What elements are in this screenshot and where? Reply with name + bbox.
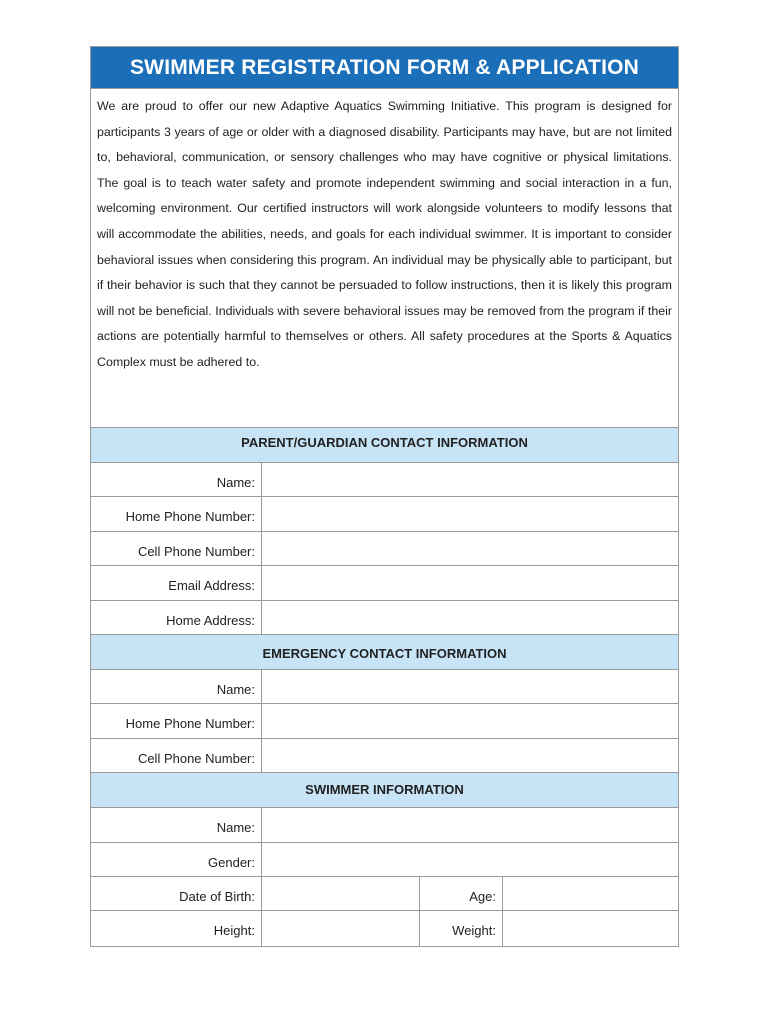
emergency-name-label: Name: bbox=[91, 670, 262, 703]
swimmer-name-field[interactable] bbox=[262, 808, 678, 841]
swimmer-gender-row bbox=[91, 843, 678, 877]
parent-cell-phone-label: Cell Phone Number: bbox=[91, 532, 262, 565]
parent-cell-phone-row bbox=[91, 532, 678, 566]
swimmer-section-header: SWIMMER INFORMATION bbox=[91, 773, 678, 808]
swimmer-age-label: Age: bbox=[420, 877, 503, 910]
registration-form bbox=[90, 46, 679, 947]
swimmer-gender-label: Gender: bbox=[91, 843, 262, 876]
parent-cell-phone-field[interactable] bbox=[262, 532, 678, 565]
parent-name-field[interactable] bbox=[262, 463, 678, 496]
swimmer-dob-field[interactable] bbox=[262, 877, 420, 910]
parent-home-phone-label: Home Phone Number: bbox=[91, 497, 262, 530]
emergency-section-header: EMERGENCY CONTACT INFORMATION bbox=[91, 635, 678, 670]
parent-email-label: Email Address: bbox=[91, 566, 262, 599]
swimmer-dob-age-row bbox=[91, 877, 678, 911]
swimmer-weight-field[interactable] bbox=[503, 911, 678, 945]
swimmer-height-label: Height: bbox=[91, 911, 262, 945]
parent-name-row bbox=[91, 463, 678, 497]
swimmer-height-field[interactable] bbox=[262, 911, 420, 945]
swimmer-age-field[interactable] bbox=[503, 877, 678, 910]
swimmer-weight-label: Weight: bbox=[420, 911, 503, 945]
emergency-home-phone-field[interactable] bbox=[262, 704, 678, 737]
swimmer-dob-label: Date of Birth: bbox=[91, 877, 262, 910]
parent-address-row bbox=[91, 601, 678, 635]
parent-home-phone-field[interactable] bbox=[262, 497, 678, 530]
parent-address-label: Home Address: bbox=[91, 601, 262, 634]
parent-email-field[interactable] bbox=[262, 566, 678, 599]
parent-address-field[interactable] bbox=[262, 601, 678, 634]
swimmer-name-label: Name: bbox=[91, 808, 262, 841]
emergency-cell-phone-label: Cell Phone Number: bbox=[91, 739, 262, 772]
emergency-name-field[interactable] bbox=[262, 670, 678, 703]
intro-paragraph: We are proud to offer our new Adaptive Aquatics Swimming Initiative. This program is designed for participants 3 years of age or older with a diagnosed disability. Participants may have, but are not limited to, behavioral, communication, or sensory challenges who may have cognitive or physical limitations. The goal is to teach water safety and promote independent swimming and social interaction in a fun, welcoming environment. Our certified instructors will work alongside volunteers to modify lessons that will accommodate the abilities, needs, and goals for each individual swimmer. It is important to consider behavioral issues when considering this program. An individual may be physically able to participant, but if their behavior is such that they cannot be persuaded to follow instructions, then it is likely this program will not be beneficial. Individuals with severe behavioral issues may be removed from the program if their actions are potentially harmful to themselves or others. All safety procedures at the Sports & Aquatics Complex must be adhered to. bbox=[91, 89, 678, 428]
parent-home-phone-row bbox=[91, 497, 678, 531]
parent-section-header: PARENT/GUARDIAN CONTACT INFORMATION bbox=[91, 428, 678, 463]
swimmer-gender-field[interactable] bbox=[262, 843, 678, 876]
parent-email-row bbox=[91, 566, 678, 600]
swimmer-name-row bbox=[91, 808, 678, 842]
swimmer-height-weight-row bbox=[91, 911, 678, 945]
emergency-name-row bbox=[91, 670, 678, 704]
emergency-home-phone-row bbox=[91, 704, 678, 738]
emergency-cell-phone-row bbox=[91, 739, 678, 773]
parent-name-label: Name: bbox=[91, 463, 262, 496]
form-title: SWIMMER REGISTRATION FORM & APPLICATION bbox=[91, 47, 678, 89]
emergency-cell-phone-field[interactable] bbox=[262, 739, 678, 772]
emergency-home-phone-label: Home Phone Number: bbox=[91, 704, 262, 737]
